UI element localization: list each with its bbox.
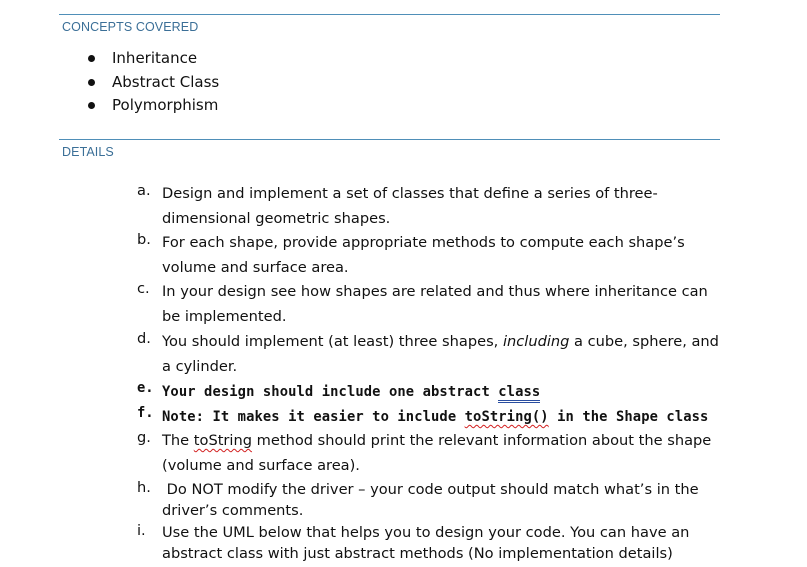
item-text: Do NOT modify the driver – your code output should match what’s in the driver’s comments. [162,481,704,519]
item-label: d. [137,330,151,347]
item-label: a. [137,182,151,199]
spellcheck-word: toString [193,432,253,449]
underlined-word: class [498,384,540,403]
item-label: b. [137,231,151,248]
item-text: Note: It makes it easier to include toString() in the Shape class [162,409,709,425]
concept-item: Inheritance [86,48,219,72]
item-text: Design and implement a set of classes that define a series of three-dimensional geometric shapes. [162,185,658,227]
item-text: You should implement (at least) three shapes, including a cube, sphere, and a cylinder. [162,333,719,375]
item-label: f. [137,405,154,421]
concept-item: Abstract Class [86,72,219,96]
item-text: For each shape, provide appropriate methods to compute each shape’s volume and surface area. [162,234,685,276]
item-text: Your design should include one abstract class [162,380,727,405]
item-text: Use the UML below that helps you to design your code. You can have an abstract class with just abstract methods (No implementation details) [162,524,690,562]
item-label: c. [137,280,150,297]
item-text: The toString method should print the relevant information about the shape (volume and surface area). [162,432,712,474]
italic-word: including [502,333,570,350]
item-label: h. [137,479,151,496]
spellcheck-word: toString() [464,409,549,425]
concept-item: Polymorphism [86,95,219,119]
item-label: g. [137,429,151,446]
item-label: i. [137,522,146,539]
item-label: e. [137,380,154,396]
item-text: In your design see how shapes are related and thus where inheritance can be implemented. [162,283,708,325]
concepts-heading: CONCEPTS COVERED [62,20,199,34]
details-heading: DETAILS [62,145,114,159]
